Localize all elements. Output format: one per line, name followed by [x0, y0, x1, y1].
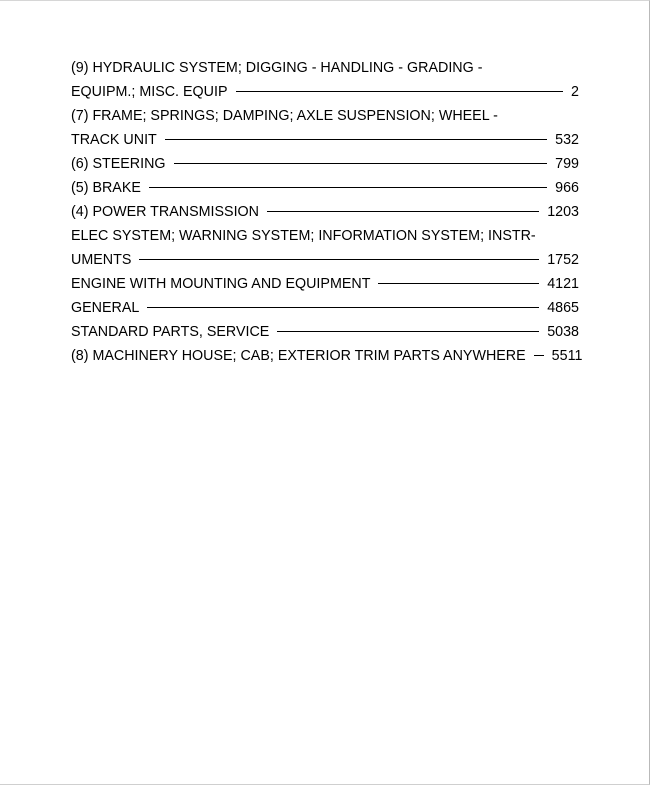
toc-entry-title: (8) MACHINERY HOUSE; CAB; EXTERIOR TRIM PARTS ANYWHERE: [71, 348, 526, 364]
toc-entry-leader-line: [71, 178, 579, 202]
toc-entry-title: EQUIPM.; MISC. EQUIP: [71, 84, 228, 100]
toc-entry-standard-parts[interactable]: [71, 322, 579, 346]
toc-page-number: 966: [555, 180, 579, 196]
toc-entry-title: (7) FRAME; SPRINGS; DAMPING; AXLE SUSPENSION; WHEEL -: [71, 108, 498, 124]
toc-leader-line: [147, 307, 539, 308]
toc-leader-line: [149, 187, 547, 188]
toc-entry-title: (4) POWER TRANSMISSION: [71, 204, 259, 220]
toc-entry-engine[interactable]: [71, 274, 579, 298]
toc-entry-title-line: [71, 106, 579, 130]
toc-entry-steering[interactable]: [71, 154, 579, 178]
toc-entry-leader-line: [71, 130, 579, 154]
toc-entry-title: GENERAL: [71, 300, 140, 316]
toc-leader-line: [534, 355, 544, 356]
table-of-contents: [71, 58, 583, 370]
toc-leader-line: [267, 211, 539, 212]
toc-leader-line: [174, 163, 548, 164]
toc-leader-line: [165, 139, 547, 140]
toc-entry-hydraulic-system[interactable]: [71, 58, 579, 106]
toc-entry-leader-line: [71, 250, 579, 274]
toc-entry-title: (9) HYDRAULIC SYSTEM; DIGGING - HANDLING - GRADING -: [71, 60, 483, 76]
toc-page-number: 799: [555, 156, 579, 172]
toc-entry-frame-springs[interactable]: [71, 106, 579, 154]
toc-entry-title: ELEC SYSTEM; WARNING SYSTEM; INFORMATION SYSTEM; INSTR-: [71, 228, 536, 244]
toc-entry-title: TRACK UNIT: [71, 132, 157, 148]
toc-page-number: 1203: [547, 204, 579, 220]
toc-entry-leader-line: [71, 202, 579, 226]
toc-entry-leader-line: [71, 82, 579, 106]
toc-page-number: 4121: [547, 276, 579, 292]
toc-entry-machinery-house[interactable]: [71, 346, 583, 370]
toc-entry-title: ENGINE WITH MOUNTING AND EQUIPMENT: [71, 276, 371, 292]
toc-entry-title-line: [71, 58, 579, 82]
toc-entry-title: (6) STEERING: [71, 156, 166, 172]
toc-entry-power-transmission[interactable]: [71, 202, 579, 226]
toc-entry-title: UMENTS: [71, 252, 132, 268]
toc-leader-line: [236, 91, 564, 92]
toc-page-number: 1752: [547, 252, 579, 268]
toc-page-number: 5511: [551, 348, 583, 364]
toc-entry-elec-system[interactable]: [71, 226, 579, 274]
toc-leader-line: [378, 283, 539, 284]
toc-entry-leader-line: [71, 346, 583, 370]
toc-entry-leader-line: [71, 274, 579, 298]
toc-entry-leader-line: [71, 298, 579, 322]
toc-entry-leader-line: [71, 322, 579, 346]
toc-entry-title: (5) BRAKE: [71, 180, 141, 196]
toc-entry-leader-line: [71, 154, 579, 178]
toc-page-number: 532: [555, 132, 579, 148]
toc-page-number: 5038: [547, 324, 579, 340]
toc-leader-line: [139, 259, 539, 260]
toc-page-number: 2: [571, 84, 579, 100]
toc-leader-line: [277, 331, 539, 332]
toc-entry-title-line: [71, 226, 579, 250]
toc-entry-brake[interactable]: [71, 178, 579, 202]
toc-entry-title: STANDARD PARTS, SERVICE: [71, 324, 270, 340]
toc-entry-general[interactable]: [71, 298, 579, 322]
toc-page-number: 4865: [547, 300, 579, 316]
